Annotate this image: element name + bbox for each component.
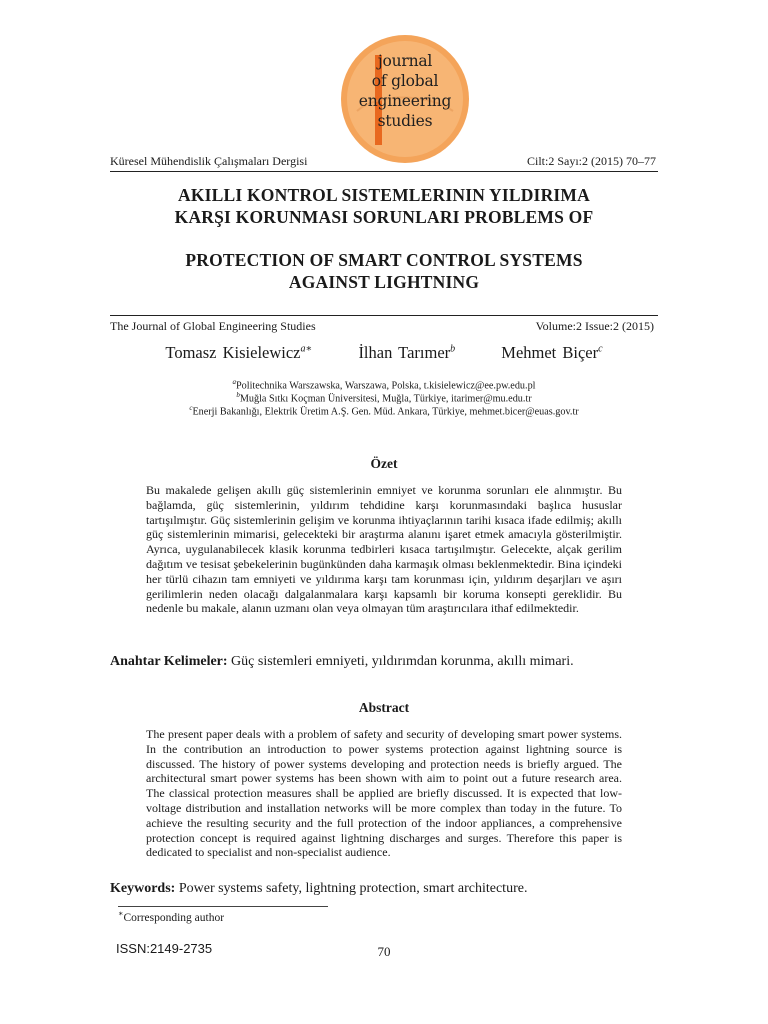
issn: ISSN:2149-2735 xyxy=(116,941,213,956)
volume-issue-en: Volume:2 Issue:2 (2015) xyxy=(535,319,654,333)
author: Mehmet Biçer$^c$ xyxy=(501,343,603,362)
journal-logo xyxy=(337,33,473,165)
author-list xyxy=(0,343,768,363)
title-line: PROTECTION OF SMART CONTROL SYSTEMS xyxy=(185,250,583,270)
journal-name-en: The Journal of Global Engineering Studies xyxy=(110,319,316,333)
author: İlhan Tarımer$^b$ xyxy=(358,343,456,362)
logo-line: journal xyxy=(377,52,433,70)
subheader-rule xyxy=(110,315,658,316)
title-line: AKILLI KONTROL SISTEMLERININ YILDIRIMA xyxy=(178,185,590,205)
abstract-text: The present paper deals with a problem of safety and security of developing smart power systems. In the contribution an introduction to power systems protection against lightning source is discussed. The history of power systems developing and protection needs is briefly argued. The architectural smart power systems has been shown with aim to point out a future research area. The classical protection measures shall be applied are briefly discussed. It is expected that low-voltage distribution and installation networks will be more complex than today in the future. To achieve the resulting security and the full protection of the indoor appliances, a comprehensive protection concept is required against lightning discharges and surges. Therefore this paper is dedicated to specialist and non-specialist audience. xyxy=(146,727,622,860)
logo-line: studies xyxy=(377,112,433,130)
footnote-rule xyxy=(118,906,328,907)
title-line: AGAINST LIGHTNING xyxy=(288,272,480,292)
ozet-heading: Özet xyxy=(370,456,398,471)
abstract-heading: Abstract xyxy=(358,700,410,715)
page-number: 70 xyxy=(377,944,391,959)
header-rule xyxy=(110,171,658,172)
title-english xyxy=(100,249,668,293)
logo-wordmark xyxy=(337,51,473,131)
journal-name-tr: Küresel Mühendislik Çalışmaları Dergisi xyxy=(110,154,308,168)
volume-issue-tr: Cilt:2 Sayı:2 (2015) 70–77 xyxy=(527,154,656,168)
keywords: Keywords: Power systems safety, lightning protection, smart architecture. xyxy=(110,881,528,896)
ozet-text: Bu makalede gelişen akıllı güç sistemlerinin emniyet ve korunma sorunları ele alınmıştır. Bu bağlamda, güç sistemlerinin, yıldırım tehdidine karşı korunmasındaki başlıca hususlar tartışılmıştır. Güç sistemlerinin gelişim ve korunma ihtiyaçlarının tarihi kısaca ifade edilmiş; akıllı güç sistemlerinin mimarisi, gelecekteki bir araştırma alanını işaret etmek amacıyla gösterilmiştir. Ayrıca, uygulanabilecek klasik korunma tedbirleri kısaca tartışılmıştır. Gelecekte, alçak gerilim dağıtım ve tesisat şebekelerinin bugünkünden daha karmaşık olması beklenmektedir. Bina içindeki her türlü cihazın tam emniyeti ve yıldırıma karşı tam korunması için, yıldırım deşarjları ve aşırı gerilimlerin neden olacağı dalgalanmalara karşı kapsamlı bir koruma konsepti gereklidir. Bu nedenle bu makale, alanın uzmanı olan veya olmayan tüm araştırıcılara ithaf edilmektedir. xyxy=(146,483,622,616)
logo-line: engineering xyxy=(358,92,452,110)
affiliation-b: $^b$Muğla Sıtkı Koçman Üniversitesi, Muğla, Türkiye, itarimer@mu.edu.tr xyxy=(236,391,532,405)
author: Tomasz Kisielewicz$^{a∗}$ xyxy=(165,343,313,362)
affiliation-a: $^a$Politechnika Warszawska, Warszawa, Polska, t.kisielewicz@ee.pw.edu.pl xyxy=(232,378,536,392)
title-turkish xyxy=(100,184,668,228)
affiliation-c: $^c$Enerji Bakanlığı, Elektrik Üretim A.Ş. Gen. Müd. Ankara, Türkiye, mehmet.bicer@euas.gov.tr xyxy=(189,404,579,418)
logo-line: of global xyxy=(371,72,439,90)
footnote: ∗Corresponding author xyxy=(118,909,225,924)
anahtar-kelimeler: Anahtar Kelimeler: Güç sistemleri emniyeti, yıldırımdan korunma, akıllı mimari. xyxy=(110,654,574,669)
title-line: KARŞI KORUNMASI SORUNLARI PROBLEMS OF xyxy=(174,207,594,227)
